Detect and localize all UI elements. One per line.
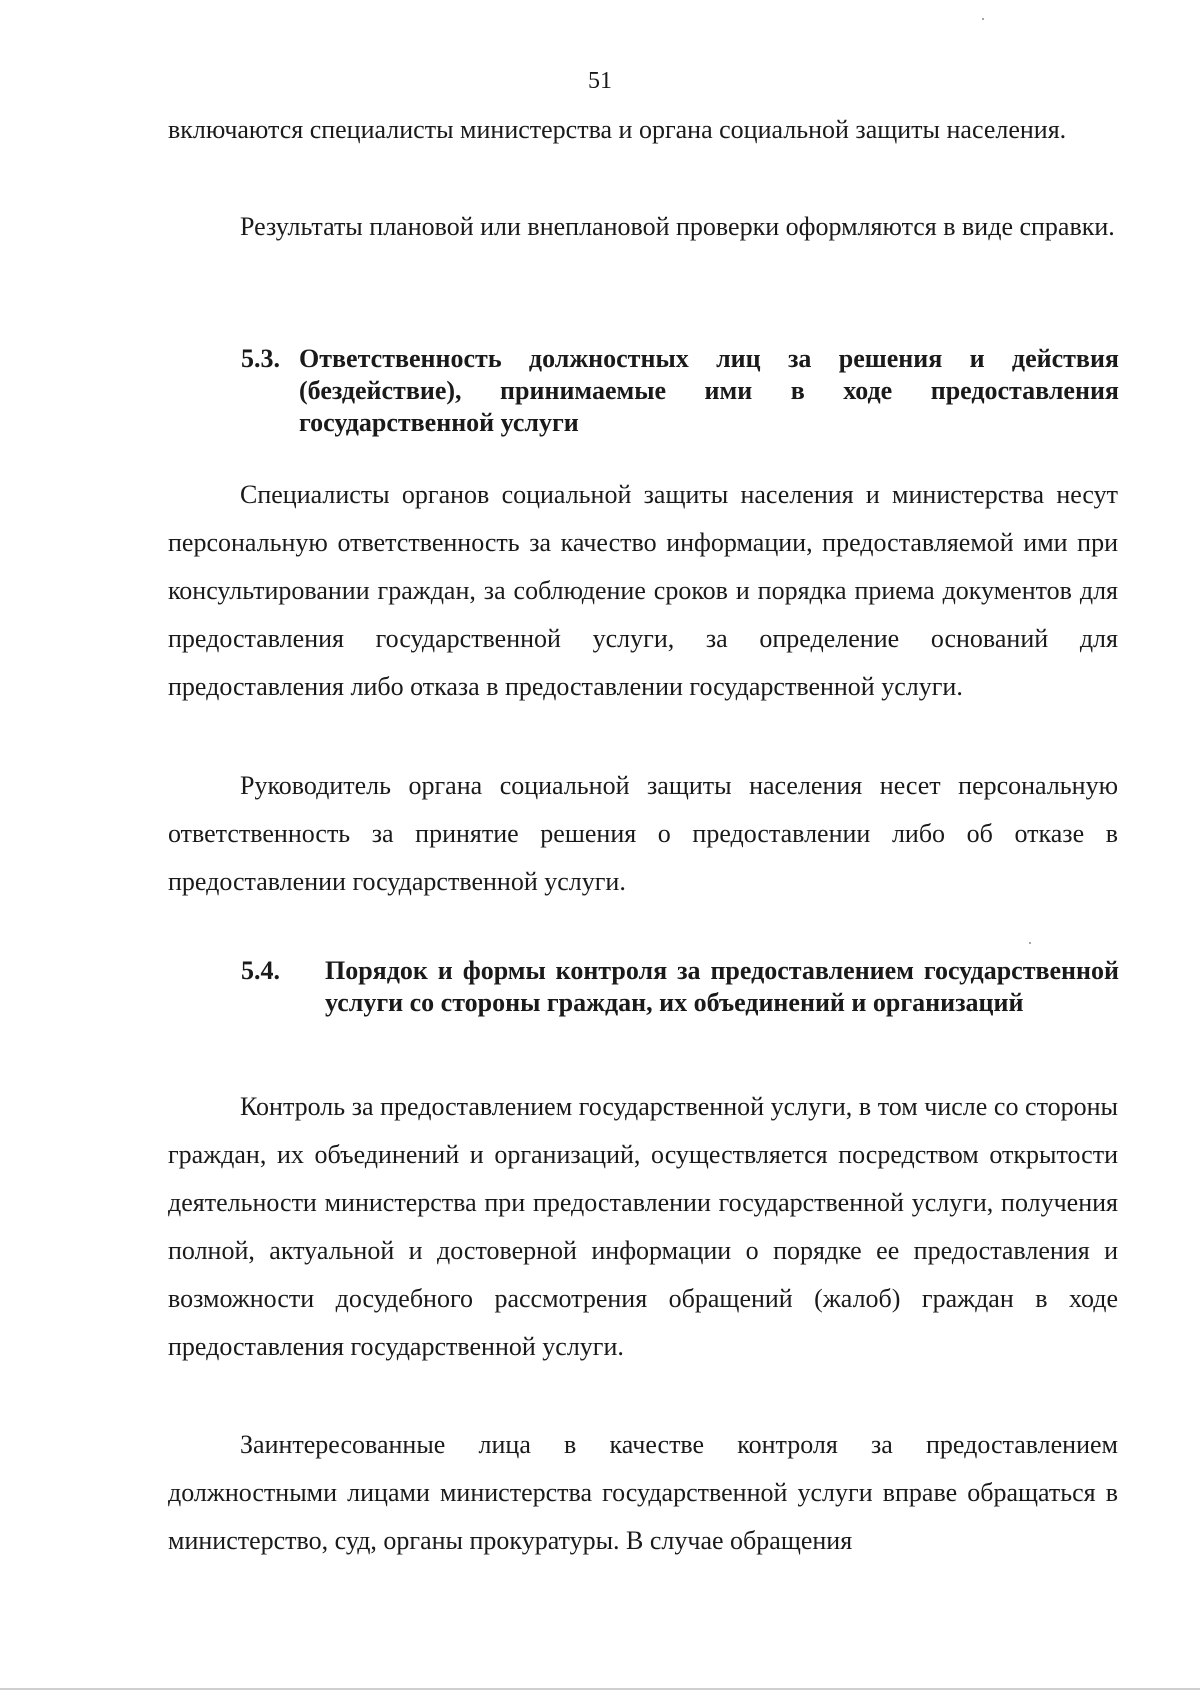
section-heading-5-4: [241, 955, 1119, 1055]
paragraph-continuation: включаются специалисты министерства и органа социальной защиты населения.: [168, 115, 1067, 144]
scan-speck: [1029, 942, 1031, 944]
section-title: Ответственность должностных лиц за решения и действия (бездействие), принимаемые ими в ходе предоставления государственной услуги: [299, 344, 1119, 437]
section-heading-5-3: [241, 343, 1119, 443]
section-title: Порядок и формы контроля за предоставлением государственной услуги со стороны граждан, их объединений и организаций: [325, 956, 1119, 1017]
paragraph-interested-parties: Заинтересованные лица в качестве контроля за предоставлением должностными лицами министерства государственной услуги вправе обращаться в министерство, суд, органы прокуратуры. В случае обращения: [168, 1430, 1118, 1555]
paragraph-control: Контроль за предоставлением государственной услуги, в том числе со стороны граждан, их объединений и организаций, осуществляется посредством открытости деятельности министерства при предоставлении государственной услуги, получения полной, актуальной и достоверной информации о порядке ее предоставления и возможности досудебного рассмотрения обращений (жалоб) граждан в ходе предоставления государственной услуги.: [168, 1092, 1118, 1361]
scan-edge-line: [0, 1688, 1200, 1690]
page-number: 51: [588, 68, 612, 94]
paragraph-specialists: Специалисты органов социальной защиты населения и министерства несут персональную ответственность за качество информации, предоставляемой ими при консультировании граждан, за соблюдение сроков и порядка приема документов для предоставления государственной услуги, за определение оснований для предоставления либо отказа в предоставлении государственной услуги.: [168, 480, 1118, 701]
section-number: 5.3.: [241, 344, 280, 373]
paragraph-head-responsibility: Руководитель органа социальной защиты населения несет персональную ответственность за принятие решения о предоставлении либо об отказе в предоставлении государственной услуги.: [168, 771, 1118, 896]
section-number: 5.4.: [241, 956, 280, 985]
paragraph-results: Результаты плановой или внеплановой проверки оформляются в виде справки.: [240, 212, 1115, 241]
scan-speck: [982, 18, 984, 20]
